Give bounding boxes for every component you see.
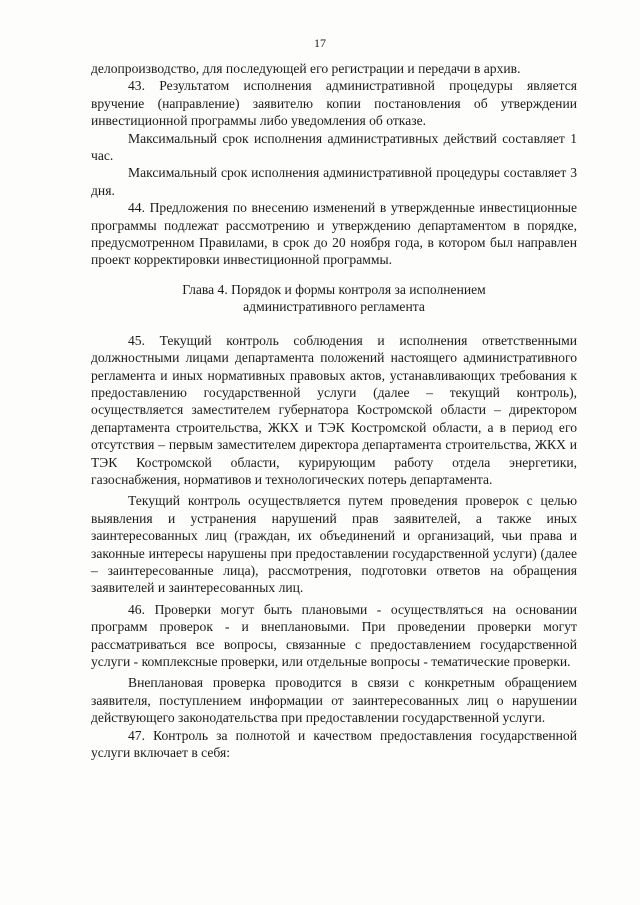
paragraph-43-max-procedure: Максимальный срок исполнения административной процедуры составляет 3 дня.: [91, 165, 577, 198]
page-number: 17: [314, 36, 326, 50]
chapter-heading: [91, 281, 577, 316]
paragraph-47: 47. Контроль за полнотой и качеством предоставления государственной услуги включает в себя:: [91, 727, 577, 761]
paragraph-43-max-actions: Максимальный срок исполнения административных действий составляет 1 час.: [91, 130, 577, 164]
paragraph-45: 45. Текущий контроль соблюдения и исполнения ответственными должностными лицами департамента положений настоящего административного регламента и иных нормативных правовых актов, устанавливающих требования к предоставлению государственной услуги (далее – текущий контроль), осуществляется заместителем губернатора Костромской области – директором департамента строительства, ЖКХ и ТЭК Костромской области, а в период его отсутствия – первым заместителем директора департамента строительства, ЖКХ и ТЭК Костромской области, курирующим работу отдела энергетики, газоснабжения, нормативов и технологических потерь департамента.: [91, 332, 577, 487]
chapter-heading-line-2: административного регламента: [243, 299, 425, 315]
paragraph-44: 44. Предложения по внесению изменений в утвержденные инвестиционные программы подлежат рассмотрению и утверждению департаментом в порядке, предусмотренном Правилами, в срок до 20 ноября года, в котором был направлен проект корректировки инвестиционной программы.: [91, 200, 577, 268]
paragraph-46-unscheduled: Внеплановая проверка проводится в связи с конкретным обращением заявителя, поступлением информации от заинтересованных лиц о нарушении действующего законодательства при предоставлении государственной услуги.: [91, 675, 577, 726]
paragraph-46: 46. Проверки могут быть плановыми - осуществляться на основании программ проверок - и внеплановыми. При проведении проверки могут рассматриваться все вопросы, связанные с предоставлением государственной услуги - комплексные проверки, или отдельные вопросы - тематические проверки.: [91, 601, 577, 669]
paragraph-45-current-control: Текущий контроль осуществляется путем проведения проверок с целью выявления и устранения нарушений прав заявителей, а также иных заинтересованных лиц (граждан, их объединений и организаций, чьи права и законные интересы нарушены при предоставлении государственной услуги) (далее – заинтересованные лица), рассмотрения, подготовки ответов на обращения заявителей и заинтересованных лиц.: [91, 493, 577, 596]
chapter-heading-line-1: Глава 4. Порядок и формы контроля за исполнением: [182, 281, 486, 297]
paragraph-43: 43. Результатом исполнения административной процедуры является вручение (направление) заявителю копии постановления об утверждении инвестиционной программы либо уведомления об отказе.: [91, 78, 577, 129]
paragraph-continuation: делопроизводство, для последующей его регистрации и передачи в архив.: [91, 61, 521, 76]
document-body: [91, 60, 577, 761]
